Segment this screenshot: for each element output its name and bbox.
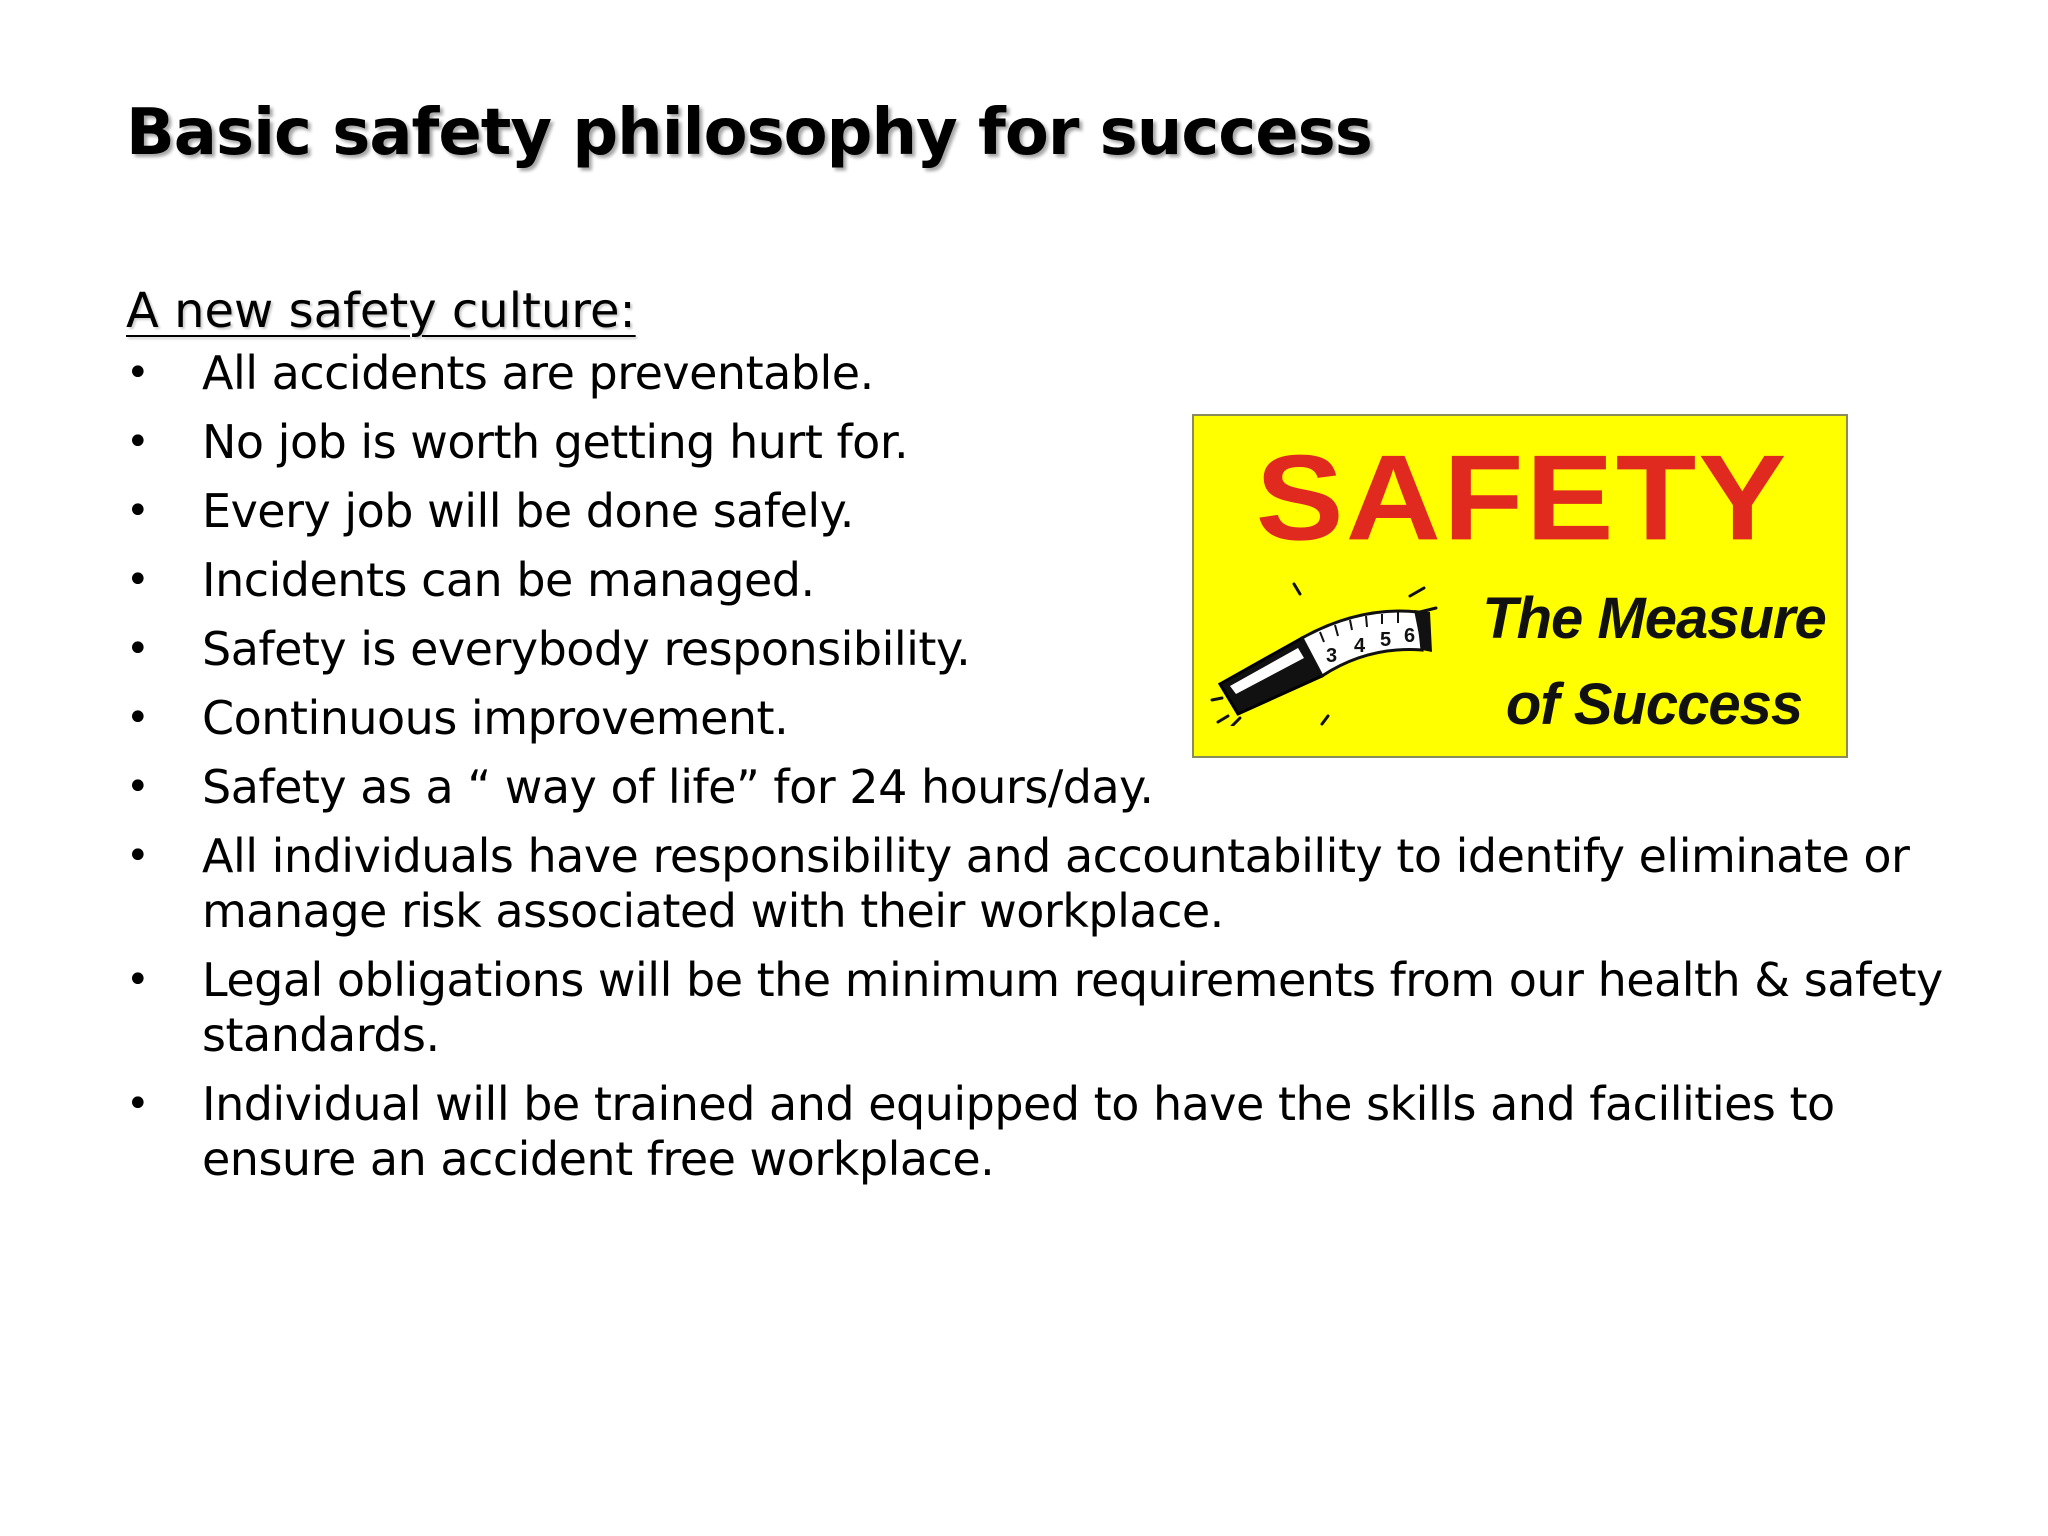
bullet-text: No job is worth getting hurt for. (202, 415, 909, 469)
tape-number: 3 (1326, 645, 1338, 667)
tape-number: 6 (1404, 625, 1416, 647)
bullet-text: Legal obligations will be the minimum requirements from our health & safety standards. (202, 953, 1943, 1062)
bullet-marker: • (126, 957, 150, 1003)
tape-number: 5 (1380, 629, 1392, 651)
bullet-text: Incidents can be managed. (202, 553, 815, 607)
bullet-marker: • (126, 764, 150, 810)
slide-title: Basic safety philosophy for success (126, 96, 1372, 170)
bullet-marker: • (126, 695, 150, 741)
bullet-marker: • (126, 626, 150, 672)
bullet-text: Every job will be done safely. (202, 484, 854, 538)
motion-line (1294, 584, 1300, 594)
tape-measure-icon (1210, 566, 1480, 726)
tape-number: 4 (1354, 635, 1366, 657)
safety-image (1192, 414, 1848, 758)
motion-line (1232, 718, 1240, 726)
bullet-item (126, 760, 1926, 815)
bullet-marker: • (126, 833, 150, 879)
bullet-text: Individual will be trained and equipped to have the skills and facilities to ensure an accident free workplace. (202, 1077, 1835, 1186)
safety-tagline: The Measure of Success (1482, 586, 1826, 737)
motion-line (1212, 698, 1222, 700)
motion-line (1322, 716, 1328, 724)
bullet-marker: • (126, 350, 150, 396)
bullet-marker: • (126, 1081, 150, 1127)
bullet-text: All individuals have responsibility and accountability to identify eliminate or manage risk associated with their workplace. (202, 829, 1910, 938)
motion-line (1218, 716, 1228, 722)
bullet-text: Continuous improvement. (202, 691, 789, 745)
motion-line (1410, 588, 1424, 596)
tape-tick (1366, 616, 1367, 627)
bullet-marker: • (126, 488, 150, 534)
slide-subtitle: A new safety culture: (126, 283, 636, 339)
safety-headline: SAFETY (1255, 429, 1789, 566)
bullet-marker: • (126, 419, 150, 465)
bullet-item (126, 829, 1926, 939)
bullet-text: Safety is everybody responsibility. (202, 622, 971, 676)
bullet-text: All accidents are preventable. (202, 346, 874, 400)
bullet-item (126, 953, 1943, 1063)
bullet-item (126, 346, 1926, 401)
bullet-text: Safety as a “ way of life” for 24 hours/day. (202, 760, 1154, 814)
bullet-item (126, 1077, 1926, 1187)
bullet-marker: • (126, 557, 150, 603)
